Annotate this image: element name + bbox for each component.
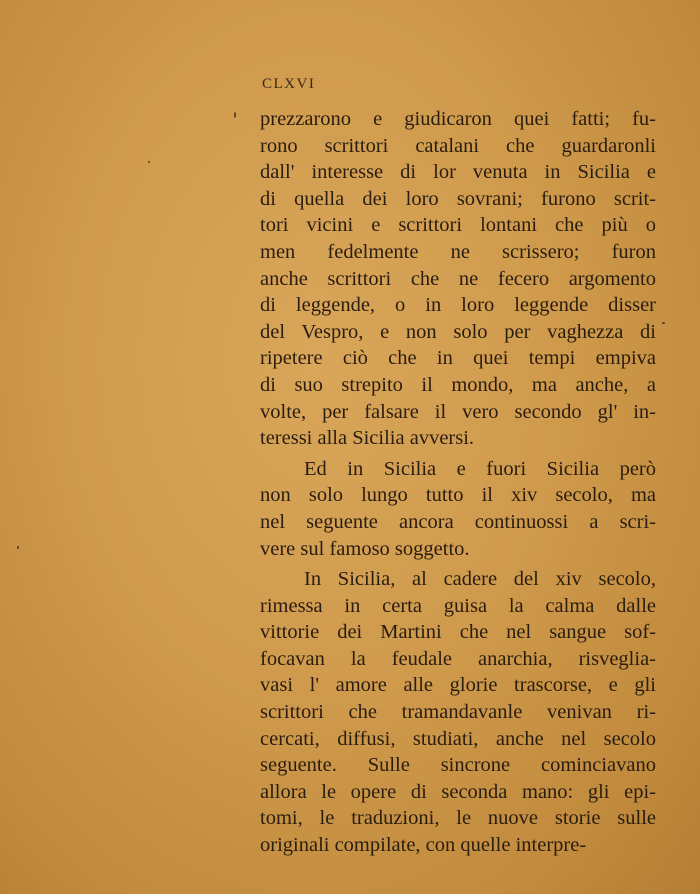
text-line: Ed in Sicilia e fuori Sicilia però: [304, 457, 656, 480]
margin-speck: [148, 161, 150, 163]
text-line: scrittori che tramandavanle venivan ri-: [260, 701, 656, 724]
paragraph: [260, 456, 656, 562]
margin-speck: [662, 322, 665, 324]
paragraph: [260, 106, 656, 452]
text-line: vittorie dei Martini che nel sangue sof-: [260, 621, 656, 644]
text-line: originali compilate, con quelle interpre-: [260, 834, 587, 857]
text-line: tori vicini e scrittori lontani che più o: [260, 214, 656, 237]
text-line: prezzarono e giudicaron quei fatti; fu-: [260, 108, 656, 130]
text-line: tomi, le traduzioni, le nuove storie sulle: [260, 807, 656, 830]
text-line: anche scrittori che ne fecero argomento: [260, 267, 656, 290]
text-line: teressi alla Sicilia avversi.: [260, 427, 475, 450]
text-line: dall' interesse di lor venuta in Sicilia e: [260, 161, 656, 184]
margin-speck: [17, 546, 19, 549]
text-line: rono scrittori catalani che guardaronli: [260, 134, 656, 157]
text-line: In Sicilia, al cadere del xiv secolo,: [304, 568, 656, 591]
text-line: men fedelmente ne scrissero; furon: [260, 240, 656, 263]
text-line: del Vespro, e non solo per vaghezza di: [260, 320, 656, 343]
text-line: ripetere ciò che in quei tempi empiva: [260, 347, 656, 370]
text-line: di suo strepito il mondo, ma anche, a: [260, 373, 656, 396]
text-line: di quella dei loro sovrani; furono scrit-: [260, 187, 656, 210]
paragraph: [260, 566, 656, 859]
margin-mark: [234, 112, 236, 118]
text-line: non solo lungo tutto il xiv secolo, ma: [260, 484, 656, 507]
text-line: nel seguente ancora continuossi a scri-: [260, 510, 656, 533]
text-line: rimessa in certa guisa la calma dalle: [260, 594, 656, 617]
text-body: [260, 106, 656, 859]
text-line: cercati, diffusi, studiati, anche nel secolo: [260, 727, 656, 750]
text-line: seguente. Sulle sincrone cominciavano: [260, 754, 656, 777]
text-line: di leggende, o in loro leggende disser: [260, 294, 656, 317]
text-line: volte, per falsare il vero secondo gl' in-: [260, 400, 656, 423]
text-line: vere sul famoso soggetto.: [260, 537, 470, 560]
page-number: CLXVI: [262, 76, 316, 92]
text-line: allora le opere di seconda mano: gli epi-: [260, 780, 656, 803]
text-line: vasi l' amore alle glorie trascorse, e gli: [260, 674, 656, 697]
text-line: focavan la feudale anarchia, risveglia-: [260, 647, 656, 670]
